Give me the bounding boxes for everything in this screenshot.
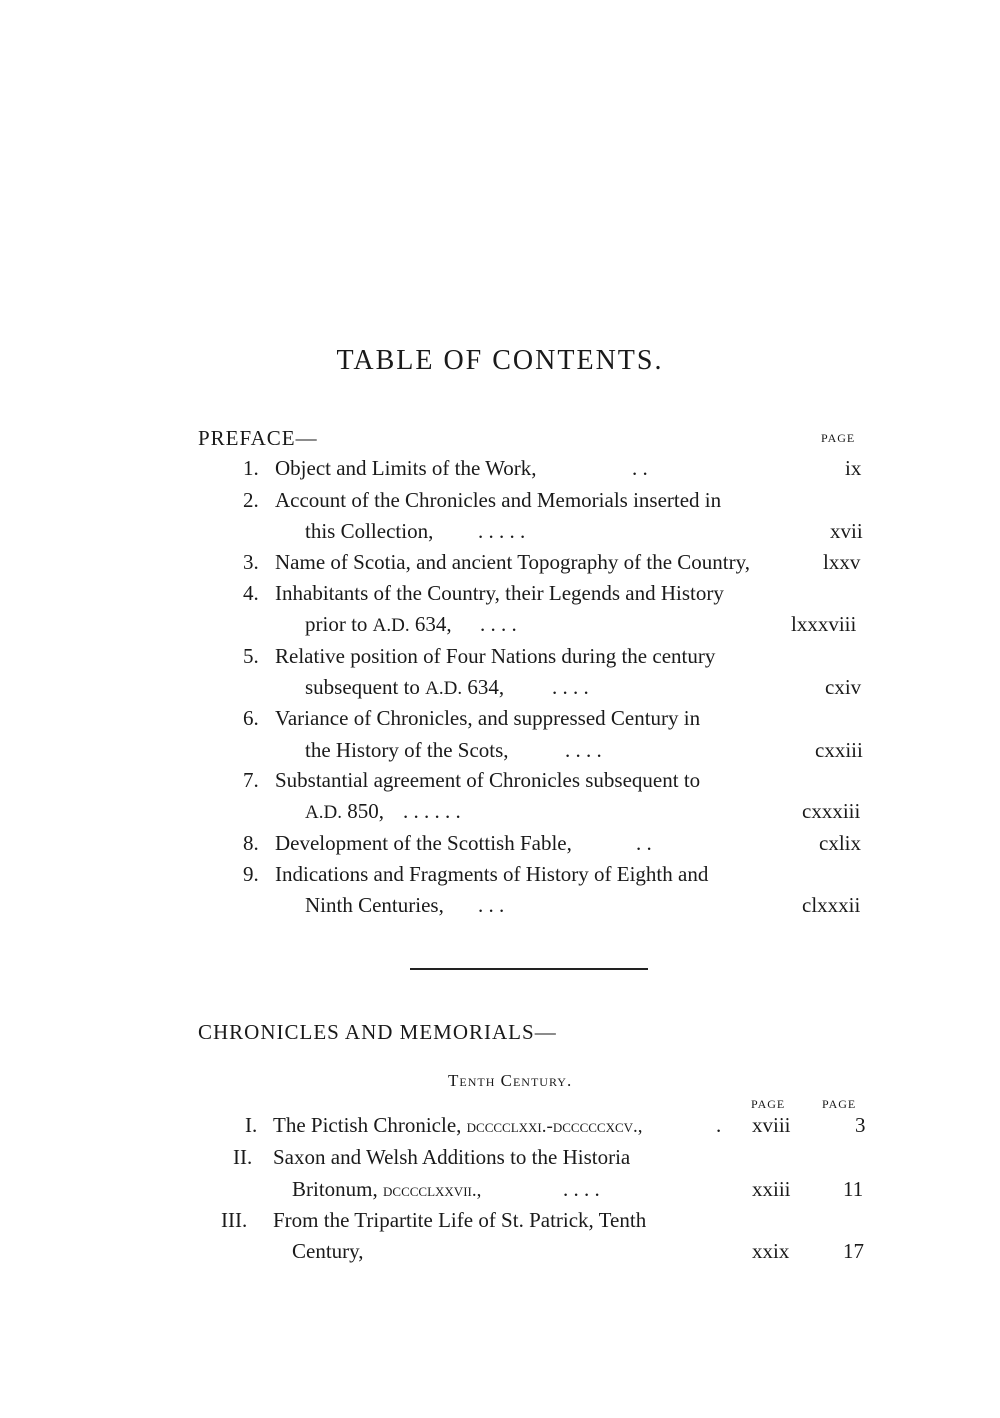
preface-heading: PREFACE— <box>198 426 318 450</box>
preface-item-title-cont: prior to A.D. 634, <box>305 612 452 636</box>
chronicle-item-title-cont: Britonum, dcccclxxvii., <box>292 1177 482 1201</box>
leader-dots: . . . . . <box>478 519 526 543</box>
preface-item-title-cont: A.D. 850, <box>305 799 384 823</box>
preface-item-page: cxxiii <box>815 738 863 762</box>
preface-item-number: 2. <box>243 488 259 512</box>
chronicle-item-title: The Pictish Chronicle, dcccclxxi.-dcccccxcv., <box>273 1113 643 1137</box>
preface-item-page: cxxxiii <box>802 799 861 823</box>
preface-item-title: Substantial agreement of Chronicles subsequent to <box>275 768 701 792</box>
preface-item-number: 6. <box>243 706 259 730</box>
preface-item-title: Development of the Scottish Fable, <box>275 831 572 855</box>
preface-item-page: clxxxii <box>802 893 861 917</box>
preface-item-title-cont: the History of the Scots, <box>305 738 509 762</box>
preface-item-title: Inhabitants of the Country, their Legends and History <box>275 581 724 605</box>
preface-page-header: PAGE <box>821 431 856 445</box>
preface-item-number: 9. <box>243 862 259 886</box>
chronicle-item-text-page: 11 <box>843 1177 864 1201</box>
leader-dots: . . . <box>478 893 505 917</box>
preface-item-number: 1. <box>243 456 259 480</box>
leader-dots: . . . . <box>480 612 517 636</box>
chronicle-item-text-page: 17 <box>843 1239 864 1263</box>
chronicle-item-number: III. <box>221 1208 248 1232</box>
preface-item-title-cont: Ninth Centuries, <box>305 893 444 917</box>
preface-item-title-cont: subsequent to A.D. 634, <box>305 675 505 699</box>
preface-item-page: lxxv <box>823 550 861 574</box>
chronicle-item-preface-page: xxix <box>752 1239 790 1263</box>
chronicles-heading: CHRONICLES AND MEMORIALS— <box>198 1020 557 1044</box>
chronicle-item-preface-page: xviii <box>752 1113 791 1137</box>
chronicle-item-number: II. <box>233 1145 253 1169</box>
preface-item-number: 4. <box>243 581 259 605</box>
chronicle-item-title: From the Tripartite Life of St. Patrick, Tenth <box>273 1208 647 1232</box>
preface-item-title: Indications and Fragments of History of Eighth and <box>275 862 709 886</box>
page-title: TABLE OF CONTENTS. <box>336 345 664 376</box>
preface-item-page: cxlix <box>819 831 861 855</box>
section-divider <box>410 968 648 970</box>
chronicle-item-number: I. <box>245 1113 258 1137</box>
preface-item-number: 8. <box>243 831 259 855</box>
preface-item-page: xvii <box>830 519 863 543</box>
preface-item-page: lxxxviii <box>791 612 857 636</box>
chronicle-item-preface-page: xxiii <box>752 1177 791 1201</box>
leader-dots: . . . . <box>565 738 602 762</box>
leader-dots: . . . . <box>552 675 589 699</box>
chronicles-page-header-text: PAGE <box>822 1097 857 1111</box>
preface-item-number: 5. <box>243 644 259 668</box>
preface-item-title: Account of the Chronicles and Memorials inserted in <box>275 488 722 512</box>
chronicles-page-header-preface: PAGE <box>751 1097 786 1111</box>
century-subheading: Tenth Century. <box>448 1071 573 1090</box>
leader-dots: . . <box>632 456 648 480</box>
leader-dots: . . . . <box>563 1177 600 1201</box>
preface-item-number: 3. <box>243 550 259 574</box>
preface-item-title-cont: this Collection, <box>305 519 434 543</box>
leader-dots: . <box>716 1113 722 1137</box>
preface-item-title: Name of Scotia, and ancient Topography of the Country, <box>275 550 750 574</box>
preface-item-title: Relative position of Four Nations during the century <box>275 644 716 668</box>
leader-dots: . . <box>636 831 652 855</box>
preface-item-page: cxiv <box>825 675 862 699</box>
preface-item-title: Variance of Chronicles, and suppressed Century in <box>275 706 701 730</box>
preface-item-page: ix <box>845 456 862 480</box>
chronicle-item-title-cont: Century, <box>292 1239 364 1263</box>
chronicle-item-text-page: 3 <box>855 1113 866 1137</box>
preface-item-number: 7. <box>243 768 259 792</box>
chronicle-item-title: Saxon and Welsh Additions to the Historia <box>273 1145 631 1169</box>
preface-item-title: Object and Limits of the Work, <box>275 456 537 480</box>
leader-dots: . . . . . . <box>403 799 461 823</box>
